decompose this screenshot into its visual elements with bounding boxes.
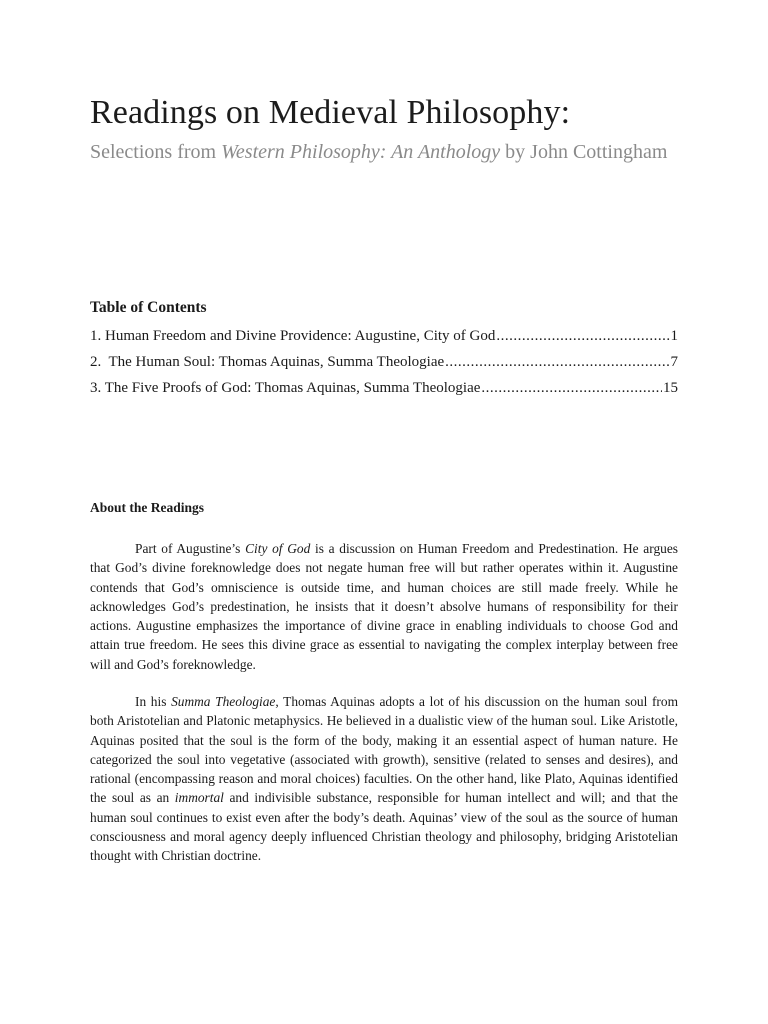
toc-entry-page: 1 xyxy=(670,328,678,344)
table-of-contents xyxy=(90,328,678,406)
subtitle-suffix: by John Cottingham xyxy=(500,141,668,163)
paragraph-text: and indivisible substance, responsible for human intellect and will; and that the human soul continues to exist even after the body’s death. Aquinas’ view of the soul as the source of human consciousness and moral agency deeply influenced Christian theology and philosophy, bridging Aristotelian thought with Christian doctrine. xyxy=(90,790,678,863)
toc-entry-label: 1. Human Freedom and Divine Providence: Augustine, City of God xyxy=(90,328,496,344)
toc-dot-leader xyxy=(445,354,669,371)
paragraph-emphasis: immortal xyxy=(174,790,224,806)
toc-entry-3[interactable] xyxy=(90,380,678,406)
subtitle-prefix: Selections from xyxy=(90,141,222,163)
toc-entry-page: 7 xyxy=(670,354,678,370)
toc-entry-1[interactable] xyxy=(90,328,678,354)
about-paragraph-aquinas xyxy=(90,692,678,865)
document-title: Readings on Medieval Philosophy: xyxy=(90,94,571,131)
about-paragraph-augustine xyxy=(90,539,678,674)
document-subtitle xyxy=(90,141,667,164)
paragraph-emphasis: City of God xyxy=(245,541,311,556)
paragraph-text: In his xyxy=(135,694,172,709)
toc-dot-leader xyxy=(481,380,662,397)
toc-entry-page: 15 xyxy=(663,380,678,396)
toc-entry-label: 3. The Five Proofs of God: Thomas Aquinas, Summa Theologiae xyxy=(90,380,481,396)
paragraph-emphasis: Summa Theologiae xyxy=(171,694,276,709)
toc-heading: Table of Contents xyxy=(90,299,207,316)
subtitle-book-title: Western Philosophy: An Anthology xyxy=(221,141,501,163)
toc-dot-leader xyxy=(496,328,669,345)
toc-entry-label: 2. The Human Soul: Thomas Aquinas, Summa Theologiae xyxy=(90,354,445,370)
toc-entry-2[interactable] xyxy=(90,354,678,380)
paragraph-text: Part of Augustine’s xyxy=(135,541,246,556)
paragraph-text: is a discussion on Human Freedom and Predestination. He argues that God’s divine foreknowledge does not negate human free will but rather operates within it. Augustine contends that God’s omniscience is outside time, and human choices are still made freely. While he acknowledges God’s predestination, he insists that it doesn’t absolve humans of responsibility for their actions. Augustine emphasizes the importance of divine grace in enabling individuals to choose God and attain true freedom. He sees this divine grace as essential to navigating the complex interplay between free will and God’s foreknowledge. xyxy=(90,541,678,672)
about-heading: About the Readings xyxy=(90,500,205,515)
paragraph-text: , Thomas Aquinas adopts a lot of his discussion on the human soul from both Aristotelian and Platonic metaphysics. He believed in a dualistic view of the human soul. Like Aristotle, Aquinas posited that the soul is the form of the body, making it an essential aspect of human nature. He categorized the soul into vegetative (associated with growth), sensitive (related to senses and desires), and rational (encompassing reason and moral choices) faculties. On the other hand, like Plato, Aquinas identified the soul as an xyxy=(90,694,678,806)
